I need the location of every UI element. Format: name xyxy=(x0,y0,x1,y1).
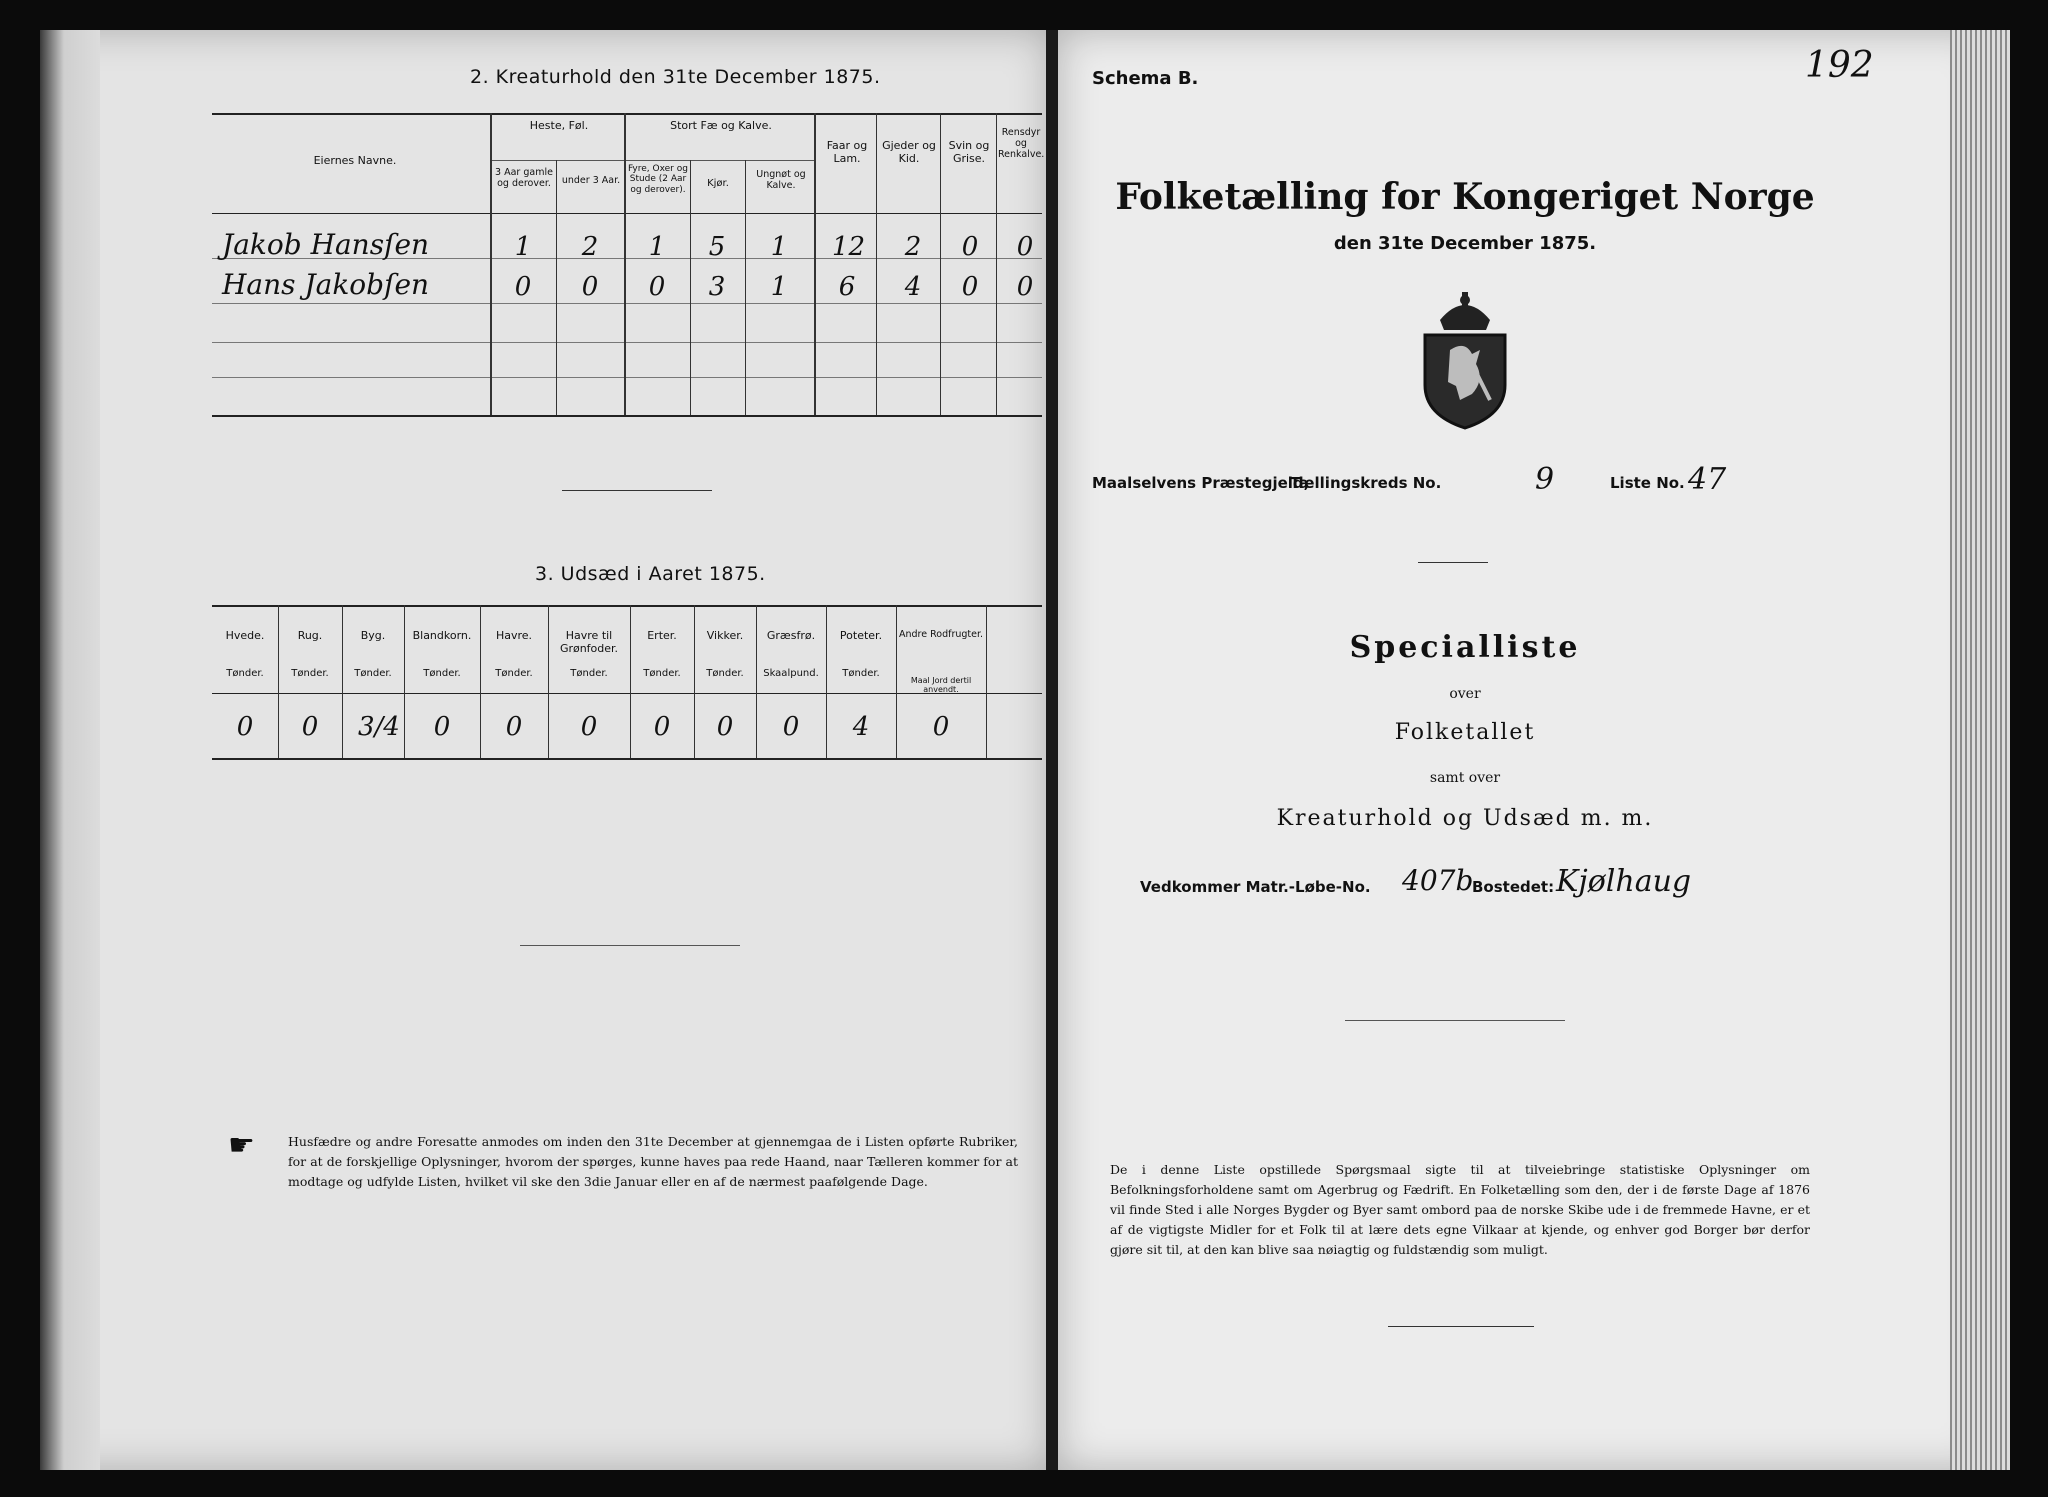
seed-value: 0 xyxy=(653,712,671,742)
horses-under3-header: under 3 Aar. xyxy=(561,175,621,186)
livestock-table-header-rule xyxy=(212,213,1042,214)
col-divider xyxy=(624,113,626,415)
left-binding xyxy=(40,30,100,1470)
footer-text: De i denne Liste opstillede Spørgsmaal sigte til at tilveiebringe statistiske Oplysninger om Befolkningsforholdene samt om Agerbrug og Fædrift. En Folketælling som den, der i de første Dage af 1876 vil finde Sted i alle Norges Bygder og Byer samt ombord paa de norske Skibe ude i de fremmede Havne, er et af de vigtigste Midler for et Folk til at lære dets egne Vilkaar at kjende, og enhver god Borger bør derfor gjøre sit til, at den kan blive saa nøiagtig og fuldstændig som muligt. xyxy=(1110,1162,1810,1257)
seed-header: Poteter. xyxy=(839,629,883,642)
cell: 12 xyxy=(832,232,866,262)
livestock-table-top-rule xyxy=(212,113,1042,115)
cell: 0 xyxy=(1016,232,1034,262)
row-rule xyxy=(212,342,1042,343)
cell: 5 xyxy=(708,232,726,262)
kreaturhold-text: Kreaturhold og Udsæd m. m. xyxy=(1276,806,1654,831)
cattle-bulls-header: Fyre, Oxer og Stude (2 Aar og derover). xyxy=(628,164,688,195)
list-number: 47 xyxy=(1688,462,1727,497)
row-rule xyxy=(212,303,1042,304)
col-divider xyxy=(278,605,279,758)
col-divider xyxy=(940,113,941,415)
owner-header: Eiernes Navne. xyxy=(313,154,397,167)
seed-header: Vikker. xyxy=(706,629,744,642)
sheep-header: Faar og Lam. xyxy=(826,139,868,165)
divider-line xyxy=(520,945,740,946)
seed-header: Blandkorn. xyxy=(412,629,472,642)
page-edges xyxy=(1950,30,2010,1470)
seed-header: Byg. xyxy=(360,629,386,642)
seed-unit: Maal Jord dertil anvendt. xyxy=(910,676,972,695)
seed-unit: Skaalpund. xyxy=(763,668,819,679)
seed-value: 0 xyxy=(782,712,800,742)
cell: 0 xyxy=(514,272,532,302)
pigs-header: Svin og Grise. xyxy=(948,139,990,165)
seed-table-bottom-rule xyxy=(212,758,1042,760)
document-title: Folketælling for Kongeriget Norge xyxy=(1115,176,1815,218)
col-divider xyxy=(342,605,343,758)
col-divider xyxy=(694,605,695,758)
seed-unit: Tønder. xyxy=(570,668,608,679)
divider-line xyxy=(1345,1020,1565,1021)
seed-header: Græsfrø. xyxy=(766,629,816,642)
seed-unit: Tønder. xyxy=(354,668,392,679)
seed-unit: Tønder. xyxy=(226,668,264,679)
col-divider xyxy=(745,160,746,415)
folketallet-text: Folketallet xyxy=(1394,720,1536,745)
col-divider xyxy=(404,605,405,758)
section3-title: 3. Udsæd i Aaret 1875. xyxy=(535,563,766,585)
matr-label: Vedkommer Matr.-Løbe-No. xyxy=(1140,878,1371,896)
col-divider xyxy=(814,113,816,415)
matr-number: 407b xyxy=(1402,864,1474,897)
cell: 0 xyxy=(648,272,666,302)
seed-value: 0 xyxy=(301,712,319,742)
owner-name-2: Hans Jakobſen xyxy=(222,268,430,301)
seed-value: 0 xyxy=(505,712,523,742)
cell: 2 xyxy=(904,232,922,262)
cell: 3 xyxy=(708,272,726,302)
schema-label: Schema B. xyxy=(1092,68,1199,89)
horses-3plus-header: 3 Aar gamle og derover. xyxy=(495,167,553,189)
seed-header: Rug. xyxy=(297,629,323,642)
seed-value: 0 xyxy=(932,712,950,742)
cell: 1 xyxy=(770,272,788,302)
seed-value: 3/4 xyxy=(358,712,400,742)
coat-of-arms-icon xyxy=(1410,290,1520,430)
cell: 6 xyxy=(838,272,856,302)
cell: 1 xyxy=(648,232,666,262)
bosted-value: Kjølhaug xyxy=(1556,864,1692,899)
cattle-header: Stort Fæ og Kalve. xyxy=(670,119,772,132)
parish-label: Maalselvens Præstegjeld, xyxy=(1092,474,1310,492)
seed-unit: Tønder. xyxy=(842,668,880,679)
col-divider xyxy=(756,605,757,758)
divider-line xyxy=(562,490,712,491)
seed-value: 4 xyxy=(852,712,870,742)
seed-header: Havre. xyxy=(495,629,533,642)
horses-header: Heste, Føl. xyxy=(529,119,589,132)
col-divider xyxy=(630,605,631,758)
seed-unit: Tønder. xyxy=(495,668,533,679)
seed-value: 0 xyxy=(580,712,598,742)
col-divider xyxy=(490,113,492,415)
cell: 2 xyxy=(581,232,599,262)
seed-value: 0 xyxy=(716,712,734,742)
samt-over-text: samt over xyxy=(1429,770,1501,786)
goats-header: Gjeder og Kid. xyxy=(882,139,936,165)
cattle-young-header: Ungnøt og Kalve. xyxy=(756,169,806,191)
seed-header: Erter. xyxy=(647,629,677,642)
col-divider xyxy=(876,113,877,415)
col-divider xyxy=(996,113,997,415)
page-number: 192 xyxy=(1805,45,1874,86)
over-text: over xyxy=(1449,686,1481,702)
cell: 0 xyxy=(581,272,599,302)
seed-unit: Tønder. xyxy=(291,668,329,679)
cell: 1 xyxy=(514,232,532,262)
seed-unit: Tønder. xyxy=(706,668,744,679)
district-number: 9 xyxy=(1535,462,1555,497)
cell: 4 xyxy=(904,272,922,302)
section2-title: 2. Kreaturhold den 31te December 1875. xyxy=(470,66,881,88)
col-divider xyxy=(548,605,549,758)
col-divider xyxy=(690,160,691,415)
notice-text: Husfædre og andre Foresatte anmodes om inden den 31te December at gjennemgaa de i Listen opførte Rubriker, for at de forskjellige Oplysninger, hvorom der spørges, kunne haves paa rede Haand, naar Tælleren kommer for at modtage og udfylde Listen, hvilket vil ske den 3die Januar eller en af de nærmest paafølgende Dage. xyxy=(288,1134,1018,1189)
specialliste-heading: Specialliste xyxy=(1349,630,1581,665)
cell: 0 xyxy=(961,232,979,262)
cattle-cows-header: Kjør. xyxy=(707,178,729,189)
cell: 0 xyxy=(961,272,979,302)
horses-subrule xyxy=(490,160,626,161)
divider-line xyxy=(1418,562,1488,563)
col-divider xyxy=(826,605,827,758)
signature-line xyxy=(1388,1326,1534,1327)
seed-value: 0 xyxy=(433,712,451,742)
seed-header: Hvede. xyxy=(225,629,265,642)
list-label: Liste No. xyxy=(1610,474,1685,492)
reindeer-header: Rensdyr og Renkalve. xyxy=(998,127,1045,160)
document-date: den 31te December 1875. xyxy=(1333,233,1597,254)
col-divider xyxy=(986,605,987,758)
owner-name-1: Jakob Hansſen xyxy=(222,228,430,261)
col-divider xyxy=(556,160,557,415)
seed-unit: Tønder. xyxy=(423,668,461,679)
seed-header: Havre til Grønfoder. xyxy=(559,629,619,655)
row-rule xyxy=(212,377,1042,378)
district-label: Tællingskreds No. xyxy=(1290,474,1442,492)
seed-header: Andre Rodfrugter. xyxy=(898,629,984,640)
seed-value: 0 xyxy=(236,712,254,742)
cattle-subrule xyxy=(626,160,816,161)
cell: 0 xyxy=(1016,272,1034,302)
livestock-table-bottom-rule xyxy=(212,415,1042,417)
cell: 1 xyxy=(770,232,788,262)
col-divider xyxy=(480,605,481,758)
seed-unit: Tønder. xyxy=(643,668,681,679)
bosted-label: Bostedet: xyxy=(1472,878,1555,896)
seed-table-top-rule xyxy=(212,605,1042,607)
pointing-hand-icon: ☛ xyxy=(228,1128,255,1163)
